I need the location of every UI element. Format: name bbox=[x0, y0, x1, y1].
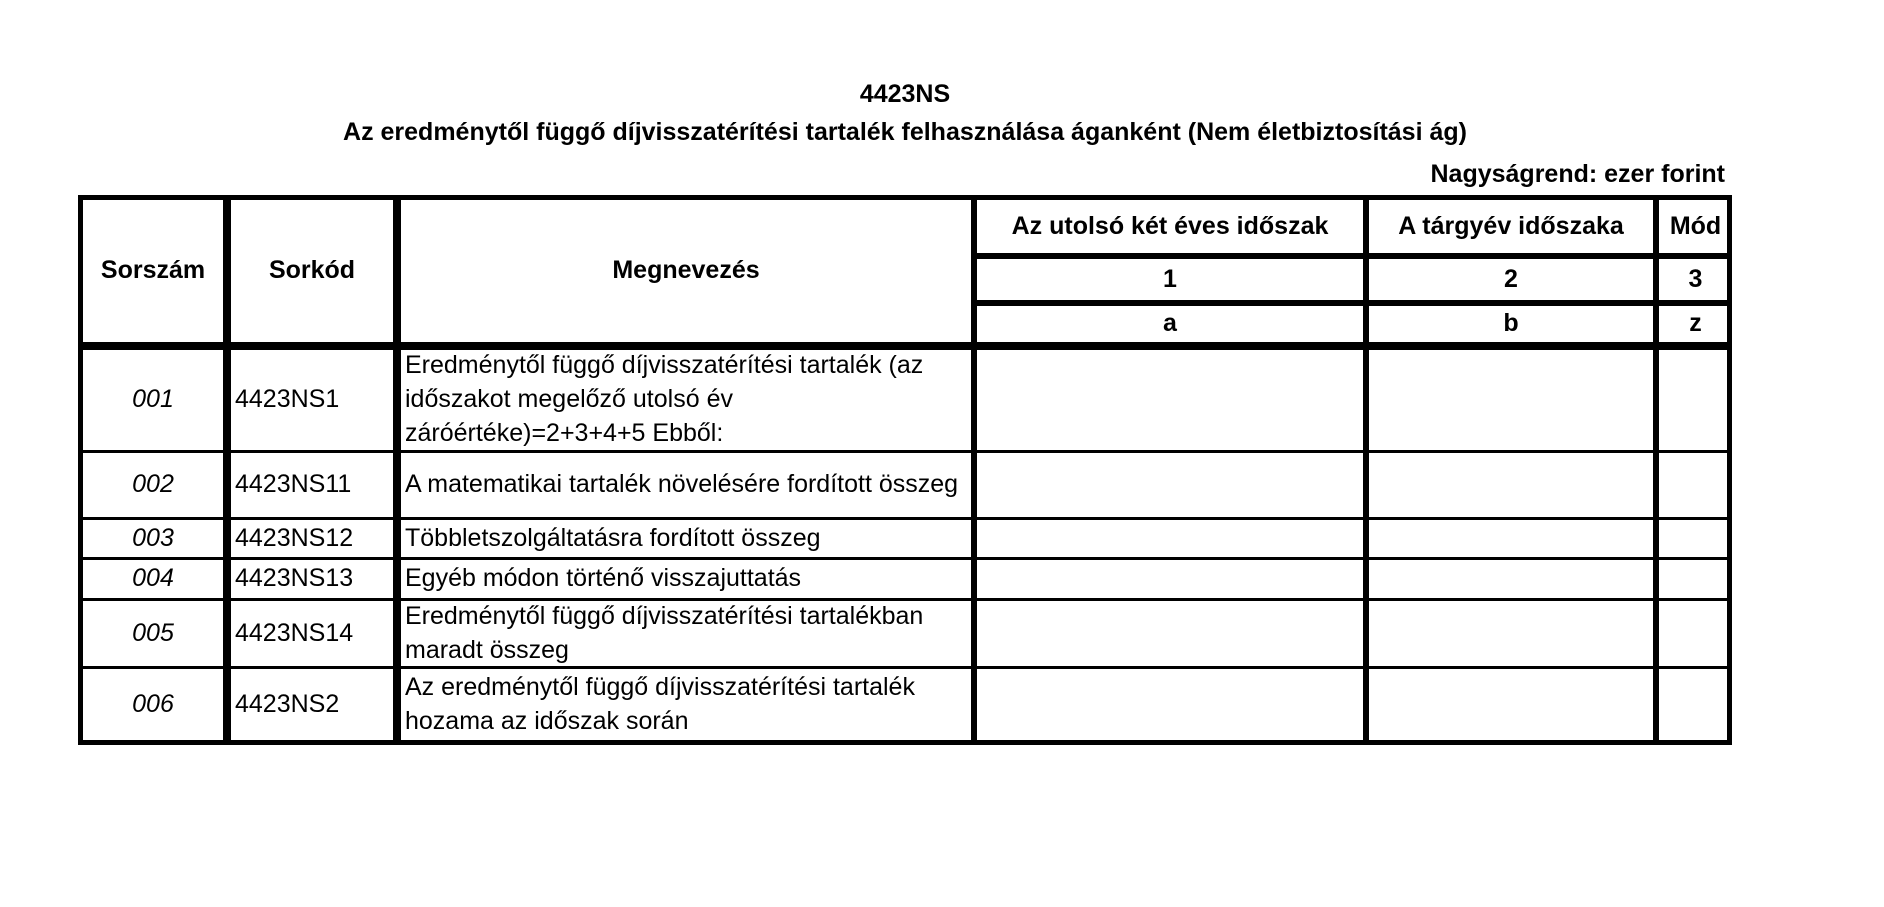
row-input-col3[interactable] bbox=[1659, 669, 1732, 740]
header-col2-number: 2 bbox=[1504, 264, 1518, 293]
table-divider bbox=[223, 200, 231, 745]
row-input-col3[interactable] bbox=[1659, 560, 1732, 598]
row-megnevezes: Eredménytől függő díjvisszatérítési tartalékban maradt összeg bbox=[405, 601, 924, 664]
row-input-col2[interactable] bbox=[1369, 453, 1653, 517]
row-megnevezes: Többletszolgáltatásra fordított összeg bbox=[405, 523, 821, 552]
row-input-col3[interactable] bbox=[1659, 601, 1732, 666]
row-sorkod: 4423NS13 bbox=[235, 564, 354, 593]
row-input-col3[interactable] bbox=[1659, 350, 1732, 450]
header-sorkod: Sorkód bbox=[268, 256, 356, 285]
row-sorszam: 006 bbox=[132, 689, 174, 718]
header-col1-number: 1 bbox=[1163, 264, 1177, 293]
row-megnevezes: Az eredménytől függő díjvisszatérítési tartalék hozama az időszak során bbox=[405, 672, 915, 735]
row-input-col3[interactable] bbox=[1659, 520, 1732, 557]
row-input-col2[interactable] bbox=[1369, 669, 1653, 740]
unit-label: Nagyságrend: ezer forint bbox=[1430, 160, 1725, 188]
row-input-col1[interactable] bbox=[977, 453, 1363, 517]
row-sorszam: 003 bbox=[132, 523, 174, 552]
row-input-col1[interactable] bbox=[977, 669, 1363, 740]
row-sorkod: 4423NS12 bbox=[235, 523, 354, 552]
header-sorszam: Sorszám bbox=[100, 256, 206, 285]
form-code: 4423NS bbox=[859, 80, 951, 108]
form-title: Az eredménytől függő díjvisszatérítési tartalék felhasználása áganként (Nem életbiztosítási ág) bbox=[343, 118, 1467, 146]
table-divider bbox=[393, 200, 401, 745]
data-table bbox=[78, 195, 1732, 745]
row-input-col2[interactable] bbox=[1369, 350, 1653, 450]
row-sorkod: 4423NS14 bbox=[235, 618, 354, 647]
row-input-col1[interactable] bbox=[977, 350, 1363, 450]
row-sorkod: 4423NS1 bbox=[235, 385, 340, 414]
row-sorszam: 005 bbox=[132, 618, 174, 647]
header-col2-letter: b bbox=[1503, 309, 1519, 338]
row-megnevezes: Eredménytől függő díjvisszatérítési tartalék (az időszakot megelőző utolsó év záróértéke)=2+3+4+5 Ebből: bbox=[405, 351, 924, 447]
row-input-col1[interactable] bbox=[977, 520, 1363, 557]
row-megnevezes: Egyéb módon történő visszajuttatás bbox=[405, 564, 802, 593]
row-input-col2[interactable] bbox=[1369, 560, 1653, 598]
header-col3-letter: z bbox=[1689, 309, 1702, 338]
row-input-col2[interactable] bbox=[1369, 601, 1653, 666]
header-col1-label: Az utolsó két éves időszak bbox=[1011, 211, 1329, 240]
header-megnevezes: Megnevezés bbox=[612, 256, 760, 285]
header-col3-label: Mód bbox=[1669, 211, 1722, 240]
row-sorszam: 004 bbox=[132, 564, 174, 593]
row-input-col1[interactable] bbox=[977, 601, 1363, 666]
row-input-col2[interactable] bbox=[1369, 520, 1653, 557]
row-megnevezes: A matematikai tartalék növelésére fordított összeg bbox=[405, 470, 959, 499]
row-sorszam: 001 bbox=[132, 385, 174, 414]
row-input-col3[interactable] bbox=[1659, 453, 1732, 517]
row-input-col1[interactable] bbox=[977, 560, 1363, 598]
header-col2-label: A tárgyév időszaka bbox=[1398, 211, 1624, 240]
row-sorkod: 4423NS2 bbox=[235, 689, 340, 718]
header-col1-letter: a bbox=[1163, 309, 1177, 338]
row-sorszam: 002 bbox=[132, 470, 174, 499]
header-col3-number: 3 bbox=[1688, 264, 1703, 293]
row-sorkod: 4423NS11 bbox=[235, 470, 352, 499]
